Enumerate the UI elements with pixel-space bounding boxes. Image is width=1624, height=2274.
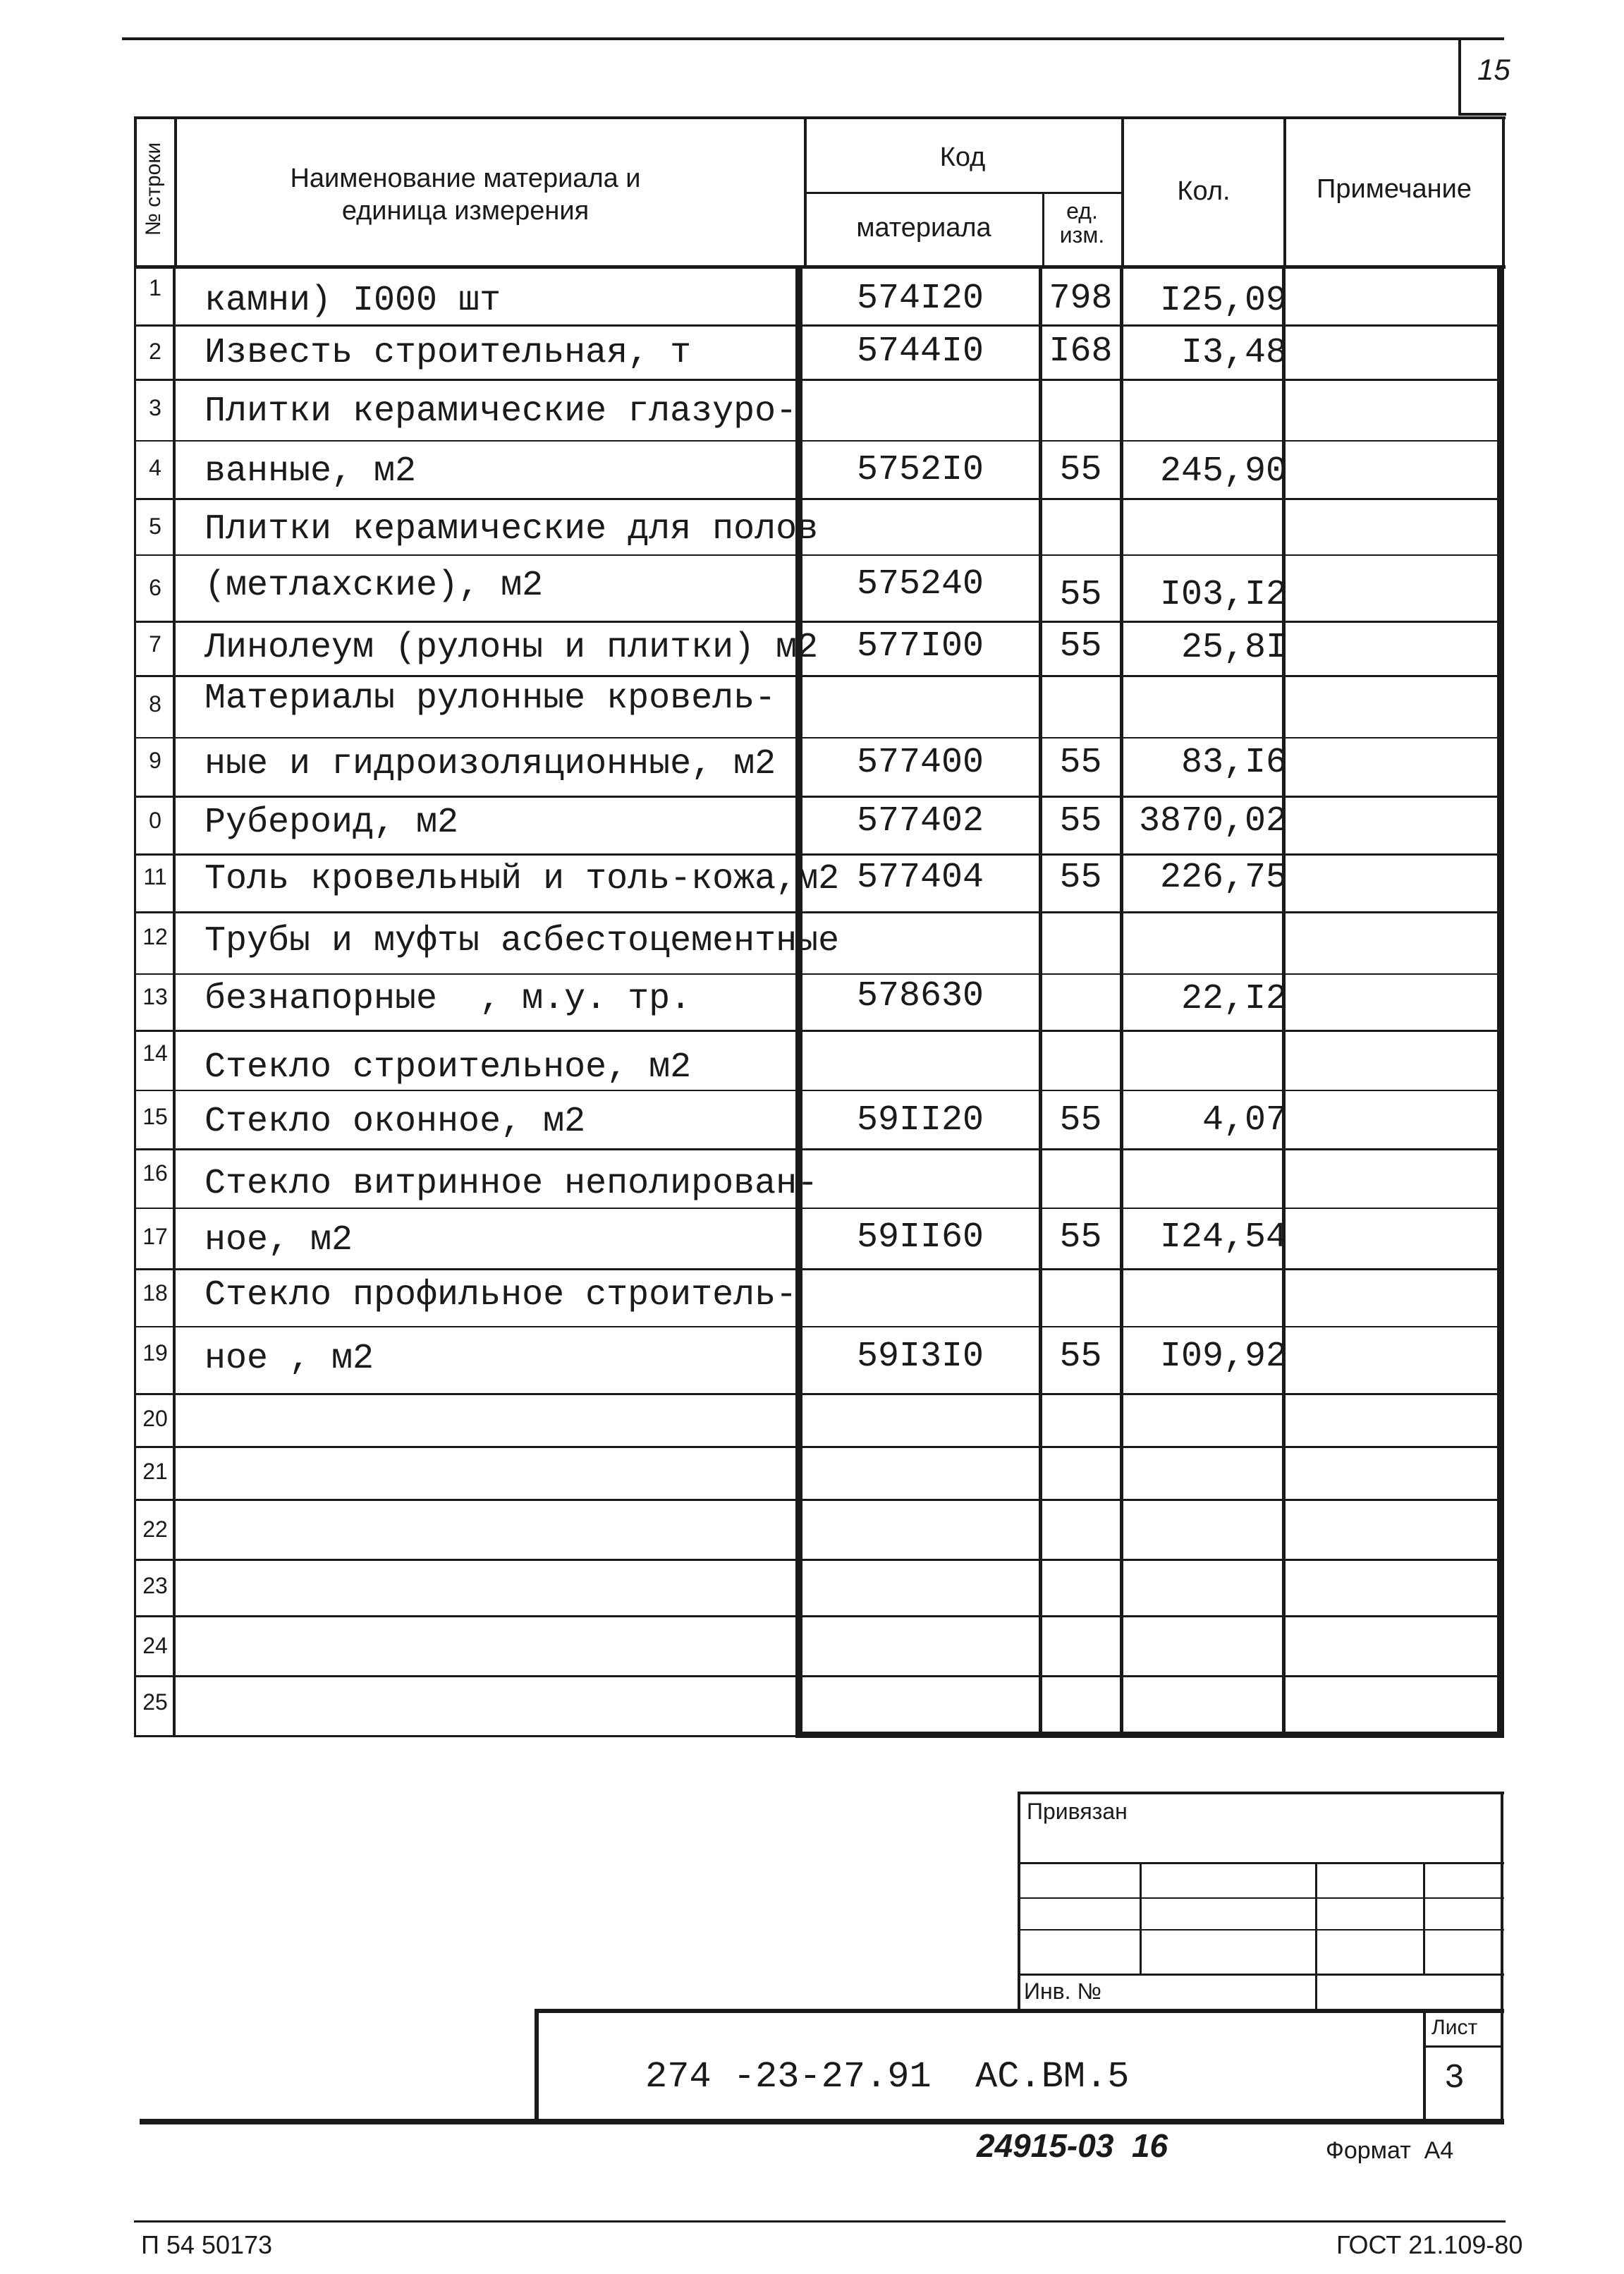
material-code: 5744I0 xyxy=(856,332,984,372)
row-number: 2 xyxy=(149,339,161,364)
quantity: 226,75 xyxy=(1159,858,1287,898)
quantity: I24,54 xyxy=(1159,1217,1287,1258)
row-number: 14 xyxy=(142,1040,168,1066)
unit-code: 55 xyxy=(1059,575,1102,615)
row-number: 13 xyxy=(142,984,168,1009)
row-number: 23 xyxy=(142,1573,168,1598)
material-name: ное , м2 xyxy=(204,1339,374,1379)
row-number: 24 xyxy=(142,1633,168,1658)
unit-code: 55 xyxy=(1059,1337,1102,1377)
material-code: 577400 xyxy=(856,743,984,783)
row-number: 25 xyxy=(142,1689,168,1715)
unit-code: 55 xyxy=(1059,801,1102,841)
gost-reference: ГОСТ 21.109-80 xyxy=(1336,2230,1523,2259)
header-code-unit: ед. изм. xyxy=(1059,198,1105,248)
header-name: Наименование материала и единица измерения xyxy=(290,164,641,226)
material-code: 577402 xyxy=(856,801,984,841)
row-number: 16 xyxy=(142,1160,168,1186)
material-code: 577I00 xyxy=(856,626,984,667)
row-number: 9 xyxy=(149,748,161,773)
material-name: (метлахские), м2 xyxy=(204,566,544,606)
document-code: 274 -23-27.91 АС.ВМ.5 xyxy=(645,2056,1130,2098)
material-name: Стекло витринное неполирован- xyxy=(204,1164,819,1204)
row-number: 6 xyxy=(149,575,161,600)
page-number-box-bottom xyxy=(1458,113,1506,116)
unit-code: I68 xyxy=(1049,332,1113,372)
sheet-number: 3 xyxy=(1444,2060,1465,2098)
binding-label: Привязан xyxy=(1027,1799,1128,1824)
header-row-no: № строки xyxy=(142,142,165,236)
row-number: 12 xyxy=(142,924,168,949)
quantity: 22,I2 xyxy=(1180,979,1287,1019)
row-number: 20 xyxy=(142,1406,168,1431)
row-number: 17 xyxy=(142,1224,168,1249)
row-number: 22 xyxy=(142,1516,168,1542)
row-number: 5 xyxy=(149,513,161,539)
header-qty: Кол. xyxy=(1177,176,1231,206)
material-name: камни) I000 шт xyxy=(204,281,501,321)
unit-code: 55 xyxy=(1059,626,1102,667)
row-number: 19 xyxy=(142,1340,168,1366)
material-name: Стекло профильное строитель- xyxy=(204,1275,798,1315)
material-name: ванные, м2 xyxy=(204,451,417,492)
archive-code: П 54 50173 xyxy=(141,2230,273,2259)
material-name: Плитки керамические глазуро- xyxy=(204,391,798,432)
material-code: 574I20 xyxy=(856,279,984,319)
quantity: I3,48 xyxy=(1180,333,1287,373)
unit-code: 798 xyxy=(1049,279,1113,319)
quantity: I09,92 xyxy=(1159,1337,1287,1377)
unit-code: 55 xyxy=(1059,743,1102,783)
unit-code: 55 xyxy=(1059,450,1102,490)
row-number: 4 xyxy=(149,455,161,480)
row-number: 3 xyxy=(149,395,161,420)
material-code: 577404 xyxy=(856,858,984,898)
quantity: 245,90 xyxy=(1159,451,1287,492)
material-name: Рубероид, м2 xyxy=(204,803,459,843)
quantity: 4,07 xyxy=(1202,1100,1287,1141)
material-name: Линолеум (рулоны и плитки) м2 xyxy=(204,628,819,668)
material-name: ное, м2 xyxy=(204,1220,353,1260)
inventory-number-label: Инв. № xyxy=(1024,1978,1101,2004)
header-code-material: материала xyxy=(856,213,991,243)
material-name: безнапорные , м.у. тр. xyxy=(204,979,692,1019)
row-number: 7 xyxy=(149,631,161,657)
top-rule xyxy=(122,37,1504,40)
quantity: 83,I6 xyxy=(1180,743,1287,783)
material-code: 575240 xyxy=(856,564,984,604)
row-number: 11 xyxy=(143,864,167,889)
material-code: 59II60 xyxy=(856,1217,984,1258)
material-code: 59I3I0 xyxy=(856,1337,984,1377)
material-code: 5752I0 xyxy=(856,450,984,490)
material-name: Трубы и муфты асбестоцементные xyxy=(204,921,840,961)
row-number: 21 xyxy=(142,1459,168,1484)
material-name: Стекло оконное, м2 xyxy=(204,1102,586,1142)
material-code: 59II20 xyxy=(856,1100,984,1141)
material-name: Плитки керамические для полов xyxy=(204,509,819,549)
row-number: 0 xyxy=(149,808,161,833)
quantity: 25,8I xyxy=(1180,628,1287,668)
material-name: Толь кровельный и толь-кожа,м2 xyxy=(204,859,840,899)
material-name: Материалы рулонные кровель- xyxy=(204,679,776,719)
material-name: Стекло строительное, м2 xyxy=(204,1047,692,1088)
format-label: Формат А4 xyxy=(1326,2137,1454,2164)
row-number: 15 xyxy=(142,1104,168,1129)
material-name: ные и гидроизоляционные, м2 xyxy=(204,744,776,784)
sheet-label: Лист xyxy=(1431,2016,1478,2039)
row-number: 18 xyxy=(142,1280,168,1306)
material-name: Известь строительная, т xyxy=(204,333,692,373)
page-number-box-left xyxy=(1458,39,1461,115)
page-number: 15 xyxy=(1477,53,1510,86)
quantity: 3870,02 xyxy=(1138,801,1287,841)
quantity: I25,09 xyxy=(1159,281,1287,321)
row-number: 8 xyxy=(149,691,161,717)
handwritten-inventory: 24915-03 16 xyxy=(977,2127,1168,2164)
quantity: I03,I2 xyxy=(1159,575,1287,615)
footer-rule xyxy=(134,2220,1506,2223)
row-number: 1 xyxy=(149,275,161,300)
unit-code: 55 xyxy=(1059,1217,1102,1258)
header-code: Код xyxy=(939,142,986,172)
unit-code: 55 xyxy=(1059,858,1102,898)
unit-code: 55 xyxy=(1059,1100,1102,1141)
header-note: Примечание xyxy=(1317,174,1472,204)
material-code: 578630 xyxy=(856,976,984,1016)
